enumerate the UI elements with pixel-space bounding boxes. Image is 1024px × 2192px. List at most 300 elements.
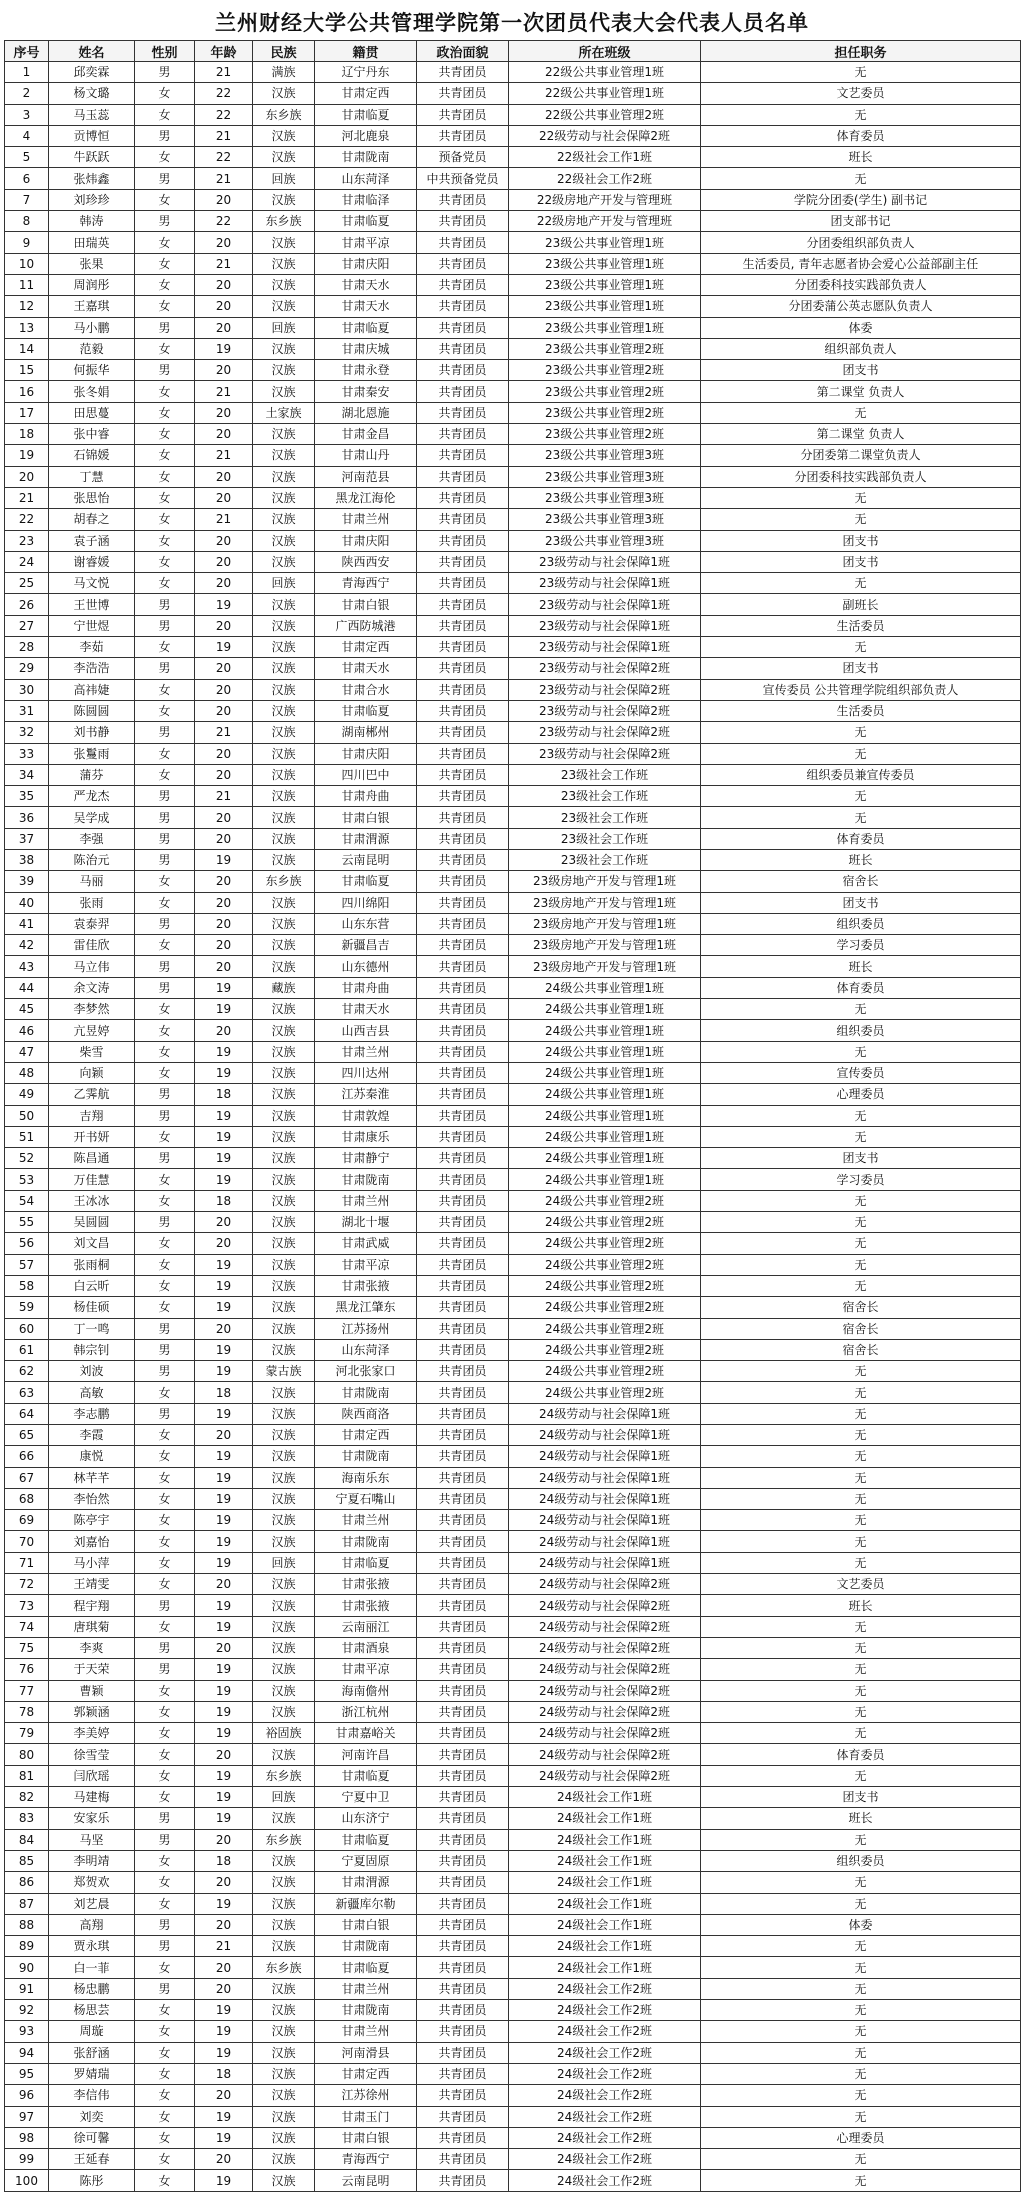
cell-political-status: 共青团员 xyxy=(417,1212,509,1233)
cell-hometown: 甘肃白银 xyxy=(315,594,417,615)
cell-age: 21 xyxy=(195,125,253,146)
cell-index: 5 xyxy=(5,147,49,168)
cell-gender: 男 xyxy=(135,913,195,934)
cell-hometown: 甘肃张掖 xyxy=(315,1595,417,1616)
table-row xyxy=(5,722,1021,743)
cell-age: 20 xyxy=(195,1212,253,1233)
cell-ethnicity: 汉族 xyxy=(253,1893,315,1914)
table-body xyxy=(5,62,1021,2192)
cell-ethnicity: 满族 xyxy=(253,62,315,83)
cell-name: 袁子涵 xyxy=(49,530,135,551)
cell-political-status: 共青团员 xyxy=(417,1169,509,1190)
cell-age: 21 xyxy=(195,722,253,743)
table-row xyxy=(5,83,1021,104)
cell-political-status: 共青团员 xyxy=(417,445,509,466)
cell-class: 24级社会工作2班 xyxy=(509,1978,701,1999)
cell-duty: 无 xyxy=(701,104,1021,125)
cell-ethnicity: 汉族 xyxy=(253,1382,315,1403)
cell-duty: 无 xyxy=(701,1893,1021,1914)
cell-duty: 无 xyxy=(701,2106,1021,2127)
cell-class: 24级社会工作2班 xyxy=(509,2000,701,2021)
cell-ethnicity: 土家族 xyxy=(253,402,315,423)
cell-age: 19 xyxy=(195,1787,253,1808)
cell-gender: 女 xyxy=(135,2085,195,2106)
cell-ethnicity: 汉族 xyxy=(253,1339,315,1360)
cell-index: 82 xyxy=(5,1787,49,1808)
table-row xyxy=(5,956,1021,977)
cell-duty: 无 xyxy=(701,1467,1021,1488)
cell-political-status: 共青团员 xyxy=(417,1701,509,1722)
cell-political-status: 共青团员 xyxy=(417,1084,509,1105)
cell-age: 20 xyxy=(195,360,253,381)
cell-gender: 男 xyxy=(135,168,195,189)
cell-class: 23级社会工作班 xyxy=(509,849,701,870)
cell-age: 20 xyxy=(195,232,253,253)
cell-hometown: 江苏秦淮 xyxy=(315,1084,417,1105)
cell-political-status: 共青团员 xyxy=(417,424,509,445)
cell-ethnicity: 汉族 xyxy=(253,1531,315,1552)
cell-age: 20 xyxy=(195,1425,253,1446)
cell-duty: 团支部书记 xyxy=(701,211,1021,232)
cell-ethnicity: 汉族 xyxy=(253,935,315,956)
cell-name: 白云昕 xyxy=(49,1275,135,1296)
cell-class: 23级公共事业管理3班 xyxy=(509,509,701,530)
cell-index: 51 xyxy=(5,1126,49,1147)
cell-gender: 男 xyxy=(135,722,195,743)
cell-class: 24级劳动与社会保障2班 xyxy=(509,1659,701,1680)
cell-duty: 宿舍长 xyxy=(701,871,1021,892)
table-row xyxy=(5,168,1021,189)
cell-class: 22级房地产开发与管理班 xyxy=(509,211,701,232)
cell-duty: 宣传委员 xyxy=(701,1062,1021,1083)
cell-index: 93 xyxy=(5,2021,49,2042)
cell-political-status: 共青团员 xyxy=(417,1510,509,1531)
table-row xyxy=(5,253,1021,274)
cell-age: 19 xyxy=(195,1701,253,1722)
cell-name: 徐雪莹 xyxy=(49,1744,135,1765)
cell-political-status: 共青团员 xyxy=(417,1765,509,1786)
cell-class: 24级劳动与社会保障2班 xyxy=(509,1765,701,1786)
cell-index: 13 xyxy=(5,317,49,338)
cell-class: 24级劳动与社会保障1班 xyxy=(509,1403,701,1424)
cell-ethnicity: 汉族 xyxy=(253,360,315,381)
cell-class: 24级劳动与社会保障1班 xyxy=(509,1446,701,1467)
cell-duty: 无 xyxy=(701,1041,1021,1062)
cell-gender: 女 xyxy=(135,147,195,168)
cell-political-status: 共青团员 xyxy=(417,2170,509,2191)
cell-gender: 男 xyxy=(135,658,195,679)
cell-age: 21 xyxy=(195,786,253,807)
cell-gender: 女 xyxy=(135,2149,195,2170)
cell-hometown: 甘肃天水 xyxy=(315,658,417,679)
table-row xyxy=(5,1403,1021,1424)
cell-name: 雷佳欣 xyxy=(49,935,135,956)
cell-political-status: 共青团员 xyxy=(417,1744,509,1765)
cell-hometown: 甘肃定西 xyxy=(315,83,417,104)
cell-gender: 女 xyxy=(135,871,195,892)
table-row xyxy=(5,658,1021,679)
cell-age: 20 xyxy=(195,892,253,913)
cell-duty: 生活委员 xyxy=(701,700,1021,721)
cell-ethnicity: 汉族 xyxy=(253,1041,315,1062)
header-ethnicity: 民族 xyxy=(253,41,315,62)
table-row xyxy=(5,551,1021,572)
cell-gender: 男 xyxy=(135,1212,195,1233)
table-row xyxy=(5,977,1021,998)
table-row xyxy=(5,445,1021,466)
table-row xyxy=(5,1872,1021,1893)
cell-name: 范毅 xyxy=(49,338,135,359)
cell-hometown: 河南滑县 xyxy=(315,2042,417,2063)
table-row xyxy=(5,487,1021,508)
cell-class: 24级劳动与社会保障2班 xyxy=(509,1744,701,1765)
cell-name: 马建梅 xyxy=(49,1787,135,1808)
cell-political-status: 共青团员 xyxy=(417,211,509,232)
cell-duty: 心理委员 xyxy=(701,2127,1021,2148)
cell-ethnicity: 汉族 xyxy=(253,2042,315,2063)
cell-hometown: 宁夏中卫 xyxy=(315,1787,417,1808)
cell-duty: 无 xyxy=(701,1765,1021,1786)
cell-index: 70 xyxy=(5,1531,49,1552)
cell-index: 77 xyxy=(5,1680,49,1701)
table-row xyxy=(5,2085,1021,2106)
cell-hometown: 江苏徐州 xyxy=(315,2085,417,2106)
cell-duty: 班长 xyxy=(701,849,1021,870)
cell-index: 67 xyxy=(5,1467,49,1488)
cell-hometown: 甘肃嘉峪关 xyxy=(315,1723,417,1744)
cell-index: 38 xyxy=(5,849,49,870)
cell-ethnicity: 东乡族 xyxy=(253,1957,315,1978)
cell-class: 24级公共事业管理1班 xyxy=(509,999,701,1020)
cell-duty: 分团委科技实践部负责人 xyxy=(701,466,1021,487)
cell-ethnicity: 汉族 xyxy=(253,1936,315,1957)
cell-gender: 女 xyxy=(135,2000,195,2021)
cell-name: 韩宗钊 xyxy=(49,1339,135,1360)
cell-gender: 女 xyxy=(135,1531,195,1552)
cell-index: 98 xyxy=(5,2127,49,2148)
cell-class: 23级公共事业管理3班 xyxy=(509,487,701,508)
cell-hometown: 甘肃敦煌 xyxy=(315,1105,417,1126)
cell-hometown: 甘肃临夏 xyxy=(315,871,417,892)
cell-political-status: 共青团员 xyxy=(417,637,509,658)
cell-age: 20 xyxy=(195,658,253,679)
cell-name: 杨思芸 xyxy=(49,2000,135,2021)
cell-age: 18 xyxy=(195,1382,253,1403)
cell-index: 19 xyxy=(5,445,49,466)
cell-name: 徐可馨 xyxy=(49,2127,135,2148)
cell-class: 23级社会工作班 xyxy=(509,807,701,828)
cell-age: 21 xyxy=(195,1936,253,1957)
cell-index: 25 xyxy=(5,573,49,594)
cell-ethnicity: 汉族 xyxy=(253,658,315,679)
cell-political-status: 共青团员 xyxy=(417,487,509,508)
cell-index: 54 xyxy=(5,1190,49,1211)
cell-index: 99 xyxy=(5,2149,49,2170)
cell-gender: 女 xyxy=(135,700,195,721)
cell-hometown: 江苏扬州 xyxy=(315,1318,417,1339)
cell-index: 4 xyxy=(5,125,49,146)
table-row xyxy=(5,1126,1021,1147)
cell-ethnicity: 汉族 xyxy=(253,2021,315,2042)
cell-hometown: 甘肃陇南 xyxy=(315,1169,417,1190)
cell-name: 丁一鸣 xyxy=(49,1318,135,1339)
cell-index: 55 xyxy=(5,1212,49,1233)
cell-political-status: 共青团员 xyxy=(417,700,509,721)
cell-gender: 女 xyxy=(135,445,195,466)
table-row xyxy=(5,573,1021,594)
cell-index: 69 xyxy=(5,1510,49,1531)
cell-class: 24级公共事业管理1班 xyxy=(509,1084,701,1105)
table-row xyxy=(5,2170,1021,2191)
cell-class: 23级公共事业管理1班 xyxy=(509,232,701,253)
cell-political-status: 共青团员 xyxy=(417,1808,509,1829)
cell-class: 24级社会工作2班 xyxy=(509,2106,701,2127)
cell-ethnicity: 汉族 xyxy=(253,1488,315,1509)
cell-gender: 女 xyxy=(135,1169,195,1190)
cell-political-status: 共青团员 xyxy=(417,1787,509,1808)
cell-age: 19 xyxy=(195,1765,253,1786)
cell-gender: 男 xyxy=(135,1084,195,1105)
cell-index: 86 xyxy=(5,1872,49,1893)
table-row xyxy=(5,999,1021,1020)
cell-duty: 无 xyxy=(701,1701,1021,1722)
cell-index: 48 xyxy=(5,1062,49,1083)
cell-hometown: 四川绵阳 xyxy=(315,892,417,913)
cell-name: 开书妍 xyxy=(49,1126,135,1147)
cell-class: 23级公共事业管理1班 xyxy=(509,253,701,274)
cell-name: 王世博 xyxy=(49,594,135,615)
cell-political-status: 共青团员 xyxy=(417,2106,509,2127)
cell-name: 杨佳硕 xyxy=(49,1297,135,1318)
cell-ethnicity: 汉族 xyxy=(253,1126,315,1147)
table-row xyxy=(5,743,1021,764)
cell-class: 24级社会工作1班 xyxy=(509,1850,701,1871)
cell-hometown: 湖北十堰 xyxy=(315,1212,417,1233)
cell-class: 23级社会工作班 xyxy=(509,828,701,849)
cell-class: 24级社会工作2班 xyxy=(509,2085,701,2106)
cell-hometown: 云南昆明 xyxy=(315,2170,417,2191)
cell-age: 19 xyxy=(195,1126,253,1147)
table-row xyxy=(5,360,1021,381)
cell-index: 81 xyxy=(5,1765,49,1786)
cell-political-status: 共青团员 xyxy=(417,1062,509,1083)
cell-political-status: 共青团员 xyxy=(417,1020,509,1041)
cell-name: 刘珍珍 xyxy=(49,189,135,210)
cell-name: 王嘉琪 xyxy=(49,296,135,317)
cell-age: 20 xyxy=(195,807,253,828)
cell-age: 19 xyxy=(195,1361,253,1382)
cell-duty: 生活委员, 青年志愿者协会爱心公益部副主任 xyxy=(701,253,1021,274)
cell-duty: 宿舍长 xyxy=(701,1318,1021,1339)
cell-ethnicity: 回族 xyxy=(253,1552,315,1573)
table-row xyxy=(5,1212,1021,1233)
cell-class: 24级劳动与社会保障2班 xyxy=(509,1595,701,1616)
cell-name: 安家乐 xyxy=(49,1808,135,1829)
cell-age: 20 xyxy=(195,466,253,487)
cell-name: 张炜鑫 xyxy=(49,168,135,189)
table-row xyxy=(5,402,1021,423)
table-row xyxy=(5,1659,1021,1680)
cell-hometown: 甘肃临夏 xyxy=(315,104,417,125)
cell-political-status: 共青团员 xyxy=(417,360,509,381)
cell-hometown: 四川巴中 xyxy=(315,764,417,785)
cell-hometown: 云南丽江 xyxy=(315,1616,417,1637)
cell-name: 陈亭宇 xyxy=(49,1510,135,1531)
cell-hometown: 青海西宁 xyxy=(315,573,417,594)
cell-hometown: 陕西商洛 xyxy=(315,1403,417,1424)
cell-index: 21 xyxy=(5,487,49,508)
table-row xyxy=(5,700,1021,721)
cell-age: 21 xyxy=(195,168,253,189)
cell-duty: 无 xyxy=(701,2000,1021,2021)
cell-name: 周润彤 xyxy=(49,274,135,295)
cell-name: 吴学成 xyxy=(49,807,135,828)
cell-political-status: 共青团员 xyxy=(417,1275,509,1296)
cell-duty: 无 xyxy=(701,1126,1021,1147)
cell-class: 23级劳动与社会保障2班 xyxy=(509,679,701,700)
cell-name: 袁泰羿 xyxy=(49,913,135,934)
cell-gender: 女 xyxy=(135,1872,195,1893)
cell-duty: 无 xyxy=(701,722,1021,743)
cell-age: 19 xyxy=(195,2042,253,2063)
table-row xyxy=(5,1765,1021,1786)
cell-class: 23级劳动与社会保障1班 xyxy=(509,573,701,594)
cell-index: 15 xyxy=(5,360,49,381)
cell-class: 24级社会工作1班 xyxy=(509,1957,701,1978)
cell-age: 20 xyxy=(195,1233,253,1254)
table-row xyxy=(5,424,1021,445)
cell-index: 57 xyxy=(5,1254,49,1275)
cell-ethnicity: 汉族 xyxy=(253,743,315,764)
cell-index: 14 xyxy=(5,338,49,359)
cell-political-status: 共青团员 xyxy=(417,1978,509,1999)
cell-gender: 女 xyxy=(135,1041,195,1062)
cell-duty: 体育委员 xyxy=(701,1744,1021,1765)
cell-class: 24级公共事业管理2班 xyxy=(509,1212,701,1233)
table-row xyxy=(5,1148,1021,1169)
table-row xyxy=(5,211,1021,232)
cell-hometown: 甘肃陇南 xyxy=(315,1936,417,1957)
cell-hometown: 河北张家口 xyxy=(315,1361,417,1382)
cell-class: 24级公共事业管理2班 xyxy=(509,1254,701,1275)
cell-ethnicity: 汉族 xyxy=(253,1446,315,1467)
cell-gender: 男 xyxy=(135,1936,195,1957)
cell-age: 20 xyxy=(195,424,253,445)
cell-gender: 男 xyxy=(135,594,195,615)
table-row xyxy=(5,1808,1021,1829)
cell-index: 42 xyxy=(5,935,49,956)
cell-political-status: 共青团员 xyxy=(417,573,509,594)
cell-political-status: 共青团员 xyxy=(417,679,509,700)
cell-class: 24级社会工作2班 xyxy=(509,2170,701,2191)
table-row xyxy=(5,1701,1021,1722)
cell-name: 马小鹏 xyxy=(49,317,135,338)
cell-name: 程宇翔 xyxy=(49,1595,135,1616)
cell-ethnicity: 汉族 xyxy=(253,956,315,977)
cell-index: 50 xyxy=(5,1105,49,1126)
cell-political-status: 共青团员 xyxy=(417,722,509,743)
cell-class: 23级公共事业管理2班 xyxy=(509,381,701,402)
cell-duty: 分团委蒲公英志愿队负责人 xyxy=(701,296,1021,317)
cell-index: 11 xyxy=(5,274,49,295)
cell-political-status: 共青团员 xyxy=(417,807,509,828)
cell-ethnicity: 汉族 xyxy=(253,615,315,636)
cell-index: 58 xyxy=(5,1275,49,1296)
cell-ethnicity: 汉族 xyxy=(253,1467,315,1488)
cell-duty: 班长 xyxy=(701,147,1021,168)
cell-political-status: 共青团员 xyxy=(417,2127,509,2148)
cell-class: 24级劳动与社会保障1班 xyxy=(509,1552,701,1573)
cell-gender: 男 xyxy=(135,849,195,870)
cell-index: 22 xyxy=(5,509,49,530)
cell-gender: 女 xyxy=(135,679,195,700)
cell-class: 24级公共事业管理2班 xyxy=(509,1361,701,1382)
cell-duty: 无 xyxy=(701,1510,1021,1531)
cell-name: 张思怡 xyxy=(49,487,135,508)
cell-name: 万佳慧 xyxy=(49,1169,135,1190)
cell-gender: 女 xyxy=(135,1297,195,1318)
cell-ethnicity: 汉族 xyxy=(253,1808,315,1829)
cell-name: 马立伟 xyxy=(49,956,135,977)
table-row xyxy=(5,1425,1021,1446)
table-row xyxy=(5,1361,1021,1382)
cell-duty: 班长 xyxy=(701,956,1021,977)
cell-hometown: 宁夏固原 xyxy=(315,1850,417,1871)
table-row xyxy=(5,2106,1021,2127)
cell-duty: 心理委员 xyxy=(701,1084,1021,1105)
cell-ethnicity: 汉族 xyxy=(253,2127,315,2148)
cell-hometown: 甘肃渭源 xyxy=(315,828,417,849)
cell-name: 闫欣瑶 xyxy=(49,1765,135,1786)
cell-name: 周璇 xyxy=(49,2021,135,2042)
cell-class: 24级公共事业管理1班 xyxy=(509,1041,701,1062)
cell-ethnicity: 东乡族 xyxy=(253,1765,315,1786)
cell-name: 张雨 xyxy=(49,892,135,913)
cell-duty: 无 xyxy=(701,1723,1021,1744)
cell-ethnicity: 汉族 xyxy=(253,1148,315,1169)
cell-class: 24级劳动与社会保障2班 xyxy=(509,1723,701,1744)
cell-ethnicity: 汉族 xyxy=(253,424,315,445)
cell-political-status: 共青团员 xyxy=(417,1936,509,1957)
cell-hometown: 甘肃平凉 xyxy=(315,1659,417,1680)
table-row xyxy=(5,1318,1021,1339)
table-row xyxy=(5,1616,1021,1637)
cell-hometown: 甘肃陇南 xyxy=(315,2000,417,2021)
cell-political-status: 共青团员 xyxy=(417,913,509,934)
cell-duty: 无 xyxy=(701,1446,1021,1467)
cell-index: 84 xyxy=(5,1829,49,1850)
cell-class: 24级劳动与社会保障2班 xyxy=(509,1637,701,1658)
cell-name: 余文涛 xyxy=(49,977,135,998)
cell-class: 23级公共事业管理2班 xyxy=(509,424,701,445)
cell-gender: 女 xyxy=(135,1701,195,1722)
cell-gender: 女 xyxy=(135,892,195,913)
cell-hometown: 甘肃白银 xyxy=(315,2127,417,2148)
cell-class: 24级公共事业管理2班 xyxy=(509,1339,701,1360)
cell-name: 康悦 xyxy=(49,1446,135,1467)
cell-duty: 体委 xyxy=(701,317,1021,338)
cell-gender: 女 xyxy=(135,253,195,274)
cell-duty: 无 xyxy=(701,1190,1021,1211)
cell-age: 18 xyxy=(195,1190,253,1211)
cell-index: 29 xyxy=(5,658,49,679)
cell-index: 90 xyxy=(5,1957,49,1978)
cell-age: 18 xyxy=(195,1084,253,1105)
cell-gender: 女 xyxy=(135,743,195,764)
cell-name: 李梦然 xyxy=(49,999,135,1020)
cell-duty: 学院分团委(学生) 副书记 xyxy=(701,189,1021,210)
cell-class: 24级公共事业管理2班 xyxy=(509,1275,701,1296)
